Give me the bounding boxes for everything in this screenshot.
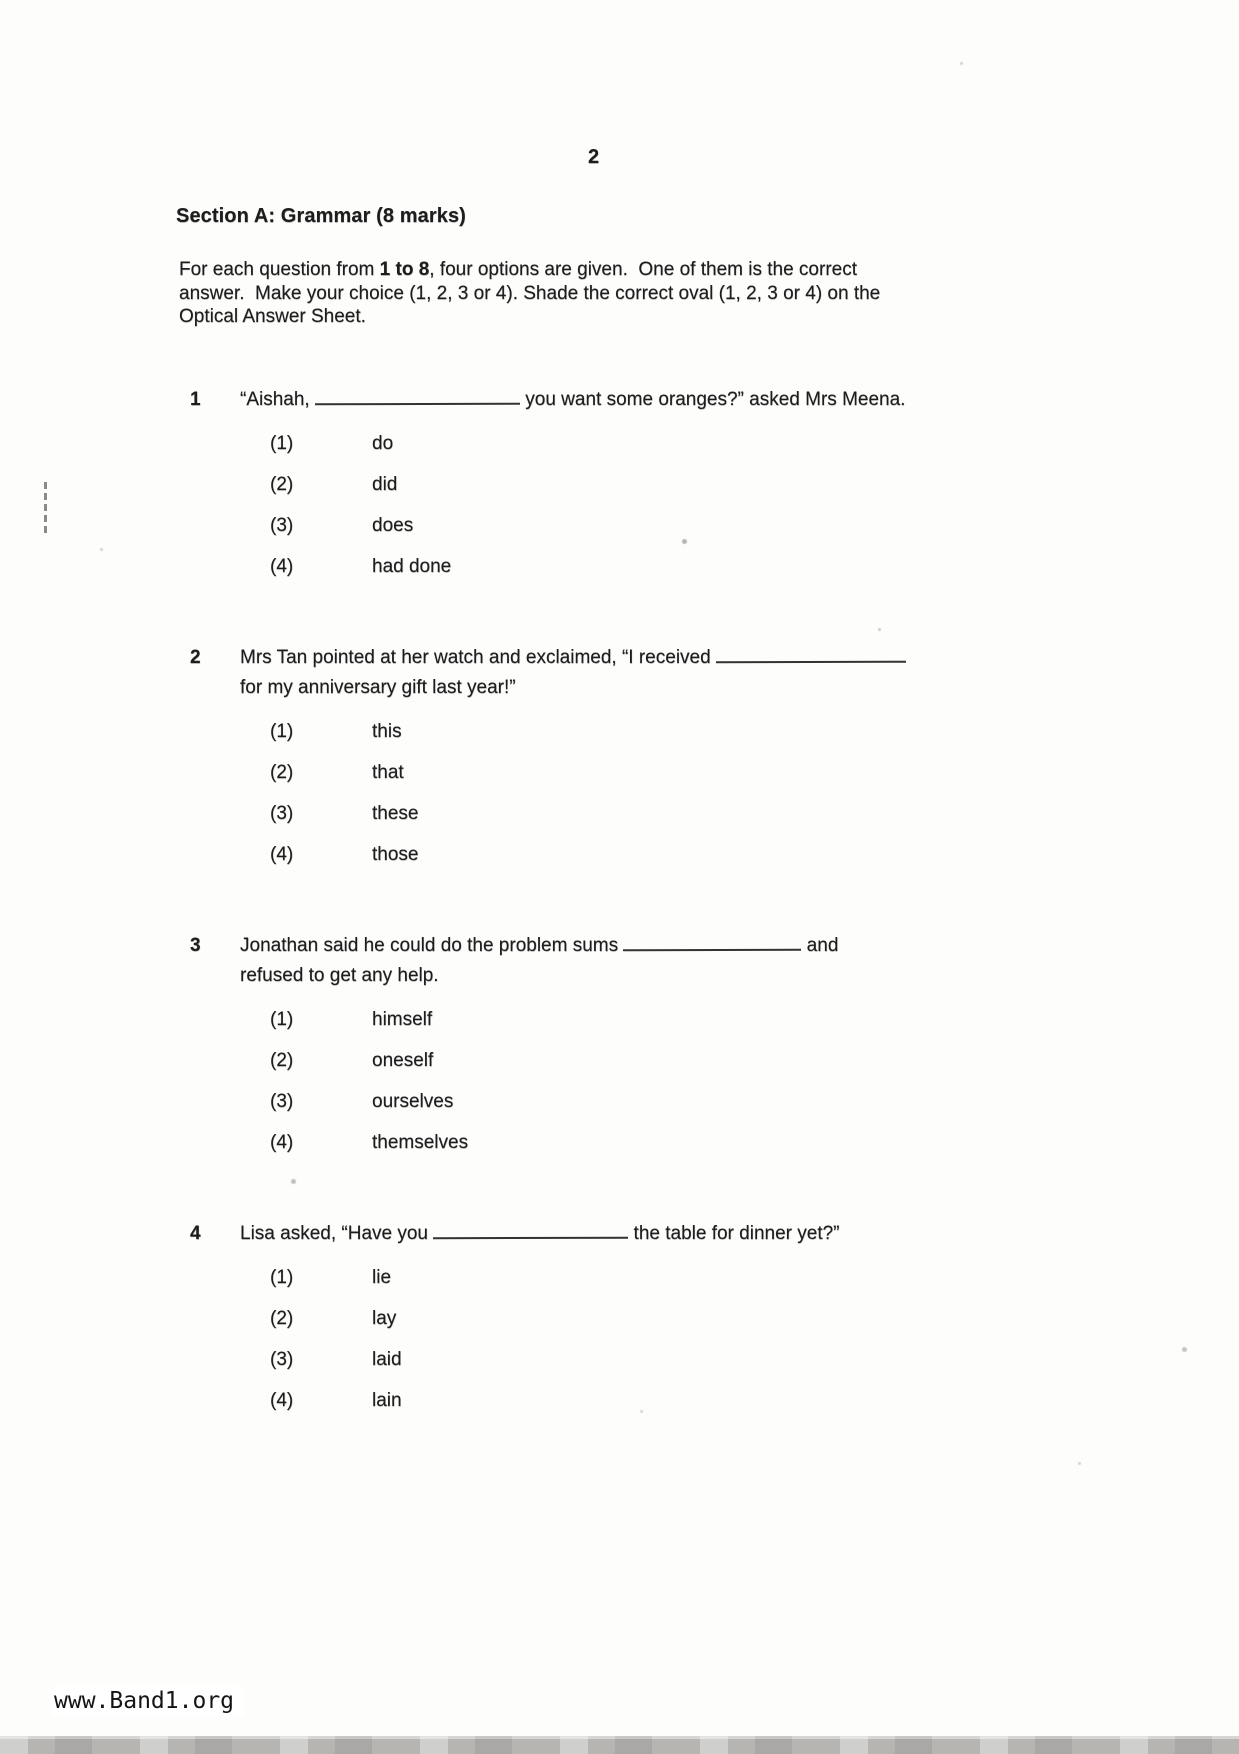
question-text-segment: for my anniversary gift last year!” xyxy=(240,677,516,698)
option-number: (3) xyxy=(270,515,294,536)
question-head xyxy=(180,1219,970,1249)
option-text: themselves xyxy=(372,1132,469,1153)
question-head xyxy=(180,385,970,415)
option-text: does xyxy=(372,515,414,536)
option-text: oneself xyxy=(372,1050,434,1071)
option-text: himself xyxy=(372,1009,433,1030)
answer-blank xyxy=(716,648,906,663)
question-number: 2 xyxy=(190,647,201,668)
scan-artifact-line xyxy=(44,482,47,536)
option-row xyxy=(270,1048,970,1089)
question-text-segment: Mrs Tan pointed at her watch and exclaimed, “I received xyxy=(240,647,716,668)
instruction-line xyxy=(179,305,939,329)
question-text xyxy=(240,1219,970,1249)
question-text-segment: the table for dinner yet?” xyxy=(628,1223,840,1244)
option-text: do xyxy=(372,433,394,454)
instructions xyxy=(179,258,939,329)
option-row xyxy=(270,1388,970,1429)
option-text: lay xyxy=(372,1308,397,1329)
option-number: (1) xyxy=(270,433,294,454)
question-text-segment: Jonathan said he could do the problem sums xyxy=(240,935,624,956)
option-row xyxy=(270,513,970,554)
option-number: (4) xyxy=(270,556,294,577)
question-head xyxy=(180,643,970,703)
options-list xyxy=(270,1007,970,1171)
question-text xyxy=(240,385,970,415)
option-number: (1) xyxy=(270,1267,294,1288)
option-number: (2) xyxy=(270,1308,294,1329)
option-text: lain xyxy=(372,1390,402,1411)
option-row xyxy=(270,760,970,801)
option-text: this xyxy=(372,721,402,742)
option-number: (2) xyxy=(270,762,294,783)
question xyxy=(180,385,970,595)
page-number: 2 xyxy=(588,146,600,168)
question xyxy=(180,643,970,883)
question-text-segment: refused to get any help. xyxy=(240,965,439,986)
question-text xyxy=(240,643,970,703)
question-number: 4 xyxy=(190,1223,201,1244)
option-number: (4) xyxy=(270,844,294,865)
options-list xyxy=(270,431,970,595)
option-number: (1) xyxy=(270,721,294,742)
option-row xyxy=(270,472,970,513)
option-row xyxy=(270,1089,970,1130)
question-text xyxy=(240,931,970,991)
instruction-segment: answer. Make your choice (1, 2, 3 or 4). Shade the correct oval (1, 2, 3 or 4) on the xyxy=(179,282,881,304)
option-row xyxy=(270,554,970,595)
option-row xyxy=(270,801,970,842)
question-text-segment: “Aishah, xyxy=(240,389,315,410)
option-text: ourselves xyxy=(372,1091,454,1112)
footer-url: www.Band1.org xyxy=(52,1686,244,1716)
option-row xyxy=(270,842,970,883)
scan-specks xyxy=(0,0,3,3)
question-number: 1 xyxy=(190,389,201,410)
options-list xyxy=(270,1265,970,1429)
option-text: these xyxy=(372,803,419,824)
option-number: (4) xyxy=(270,1132,294,1153)
questions xyxy=(180,385,970,1477)
option-text: did xyxy=(372,474,398,495)
option-row xyxy=(270,1347,970,1388)
option-text: laid xyxy=(372,1349,402,1370)
option-row xyxy=(270,1007,970,1048)
question xyxy=(180,931,970,1171)
question-head xyxy=(180,931,970,991)
instruction-segment: For each question from xyxy=(179,259,380,280)
instruction-line xyxy=(179,258,939,282)
question-number: 3 xyxy=(190,935,201,956)
option-row xyxy=(270,719,970,760)
instruction-segment: Optical Answer Sheet. xyxy=(179,306,366,327)
option-text: had done xyxy=(372,556,452,577)
instruction-line xyxy=(179,282,939,306)
answer-blank xyxy=(623,936,801,951)
answer-blank xyxy=(433,1224,628,1240)
question xyxy=(180,1219,970,1429)
question-text-segment: you want some oranges?” asked Mrs Meena. xyxy=(519,389,906,410)
question-text-segment: and xyxy=(801,935,839,956)
option-number: (1) xyxy=(270,1009,294,1030)
instruction-segment: 1 to 8 xyxy=(379,259,430,280)
option-row xyxy=(270,431,970,472)
option-row xyxy=(270,1130,970,1171)
scan-bottom-bar xyxy=(0,1736,1239,1754)
option-text: lie xyxy=(372,1267,392,1288)
question-text-segment: Lisa asked, “Have you xyxy=(240,1223,434,1244)
option-text: that xyxy=(372,762,404,783)
option-number: (3) xyxy=(270,1091,294,1112)
option-number: (2) xyxy=(270,474,294,495)
option-number: (4) xyxy=(270,1390,294,1411)
option-number: (2) xyxy=(270,1050,294,1071)
options-list xyxy=(270,719,970,883)
answer-blank xyxy=(315,390,520,406)
option-row xyxy=(270,1306,970,1347)
option-text: those xyxy=(372,844,419,865)
section-title: Section A: Grammar (8 marks) xyxy=(176,205,466,227)
option-row xyxy=(270,1265,970,1306)
instruction-segment: , four options are given. One of them is the correct xyxy=(429,259,857,280)
option-number: (3) xyxy=(270,1349,294,1370)
option-number: (3) xyxy=(270,803,294,824)
